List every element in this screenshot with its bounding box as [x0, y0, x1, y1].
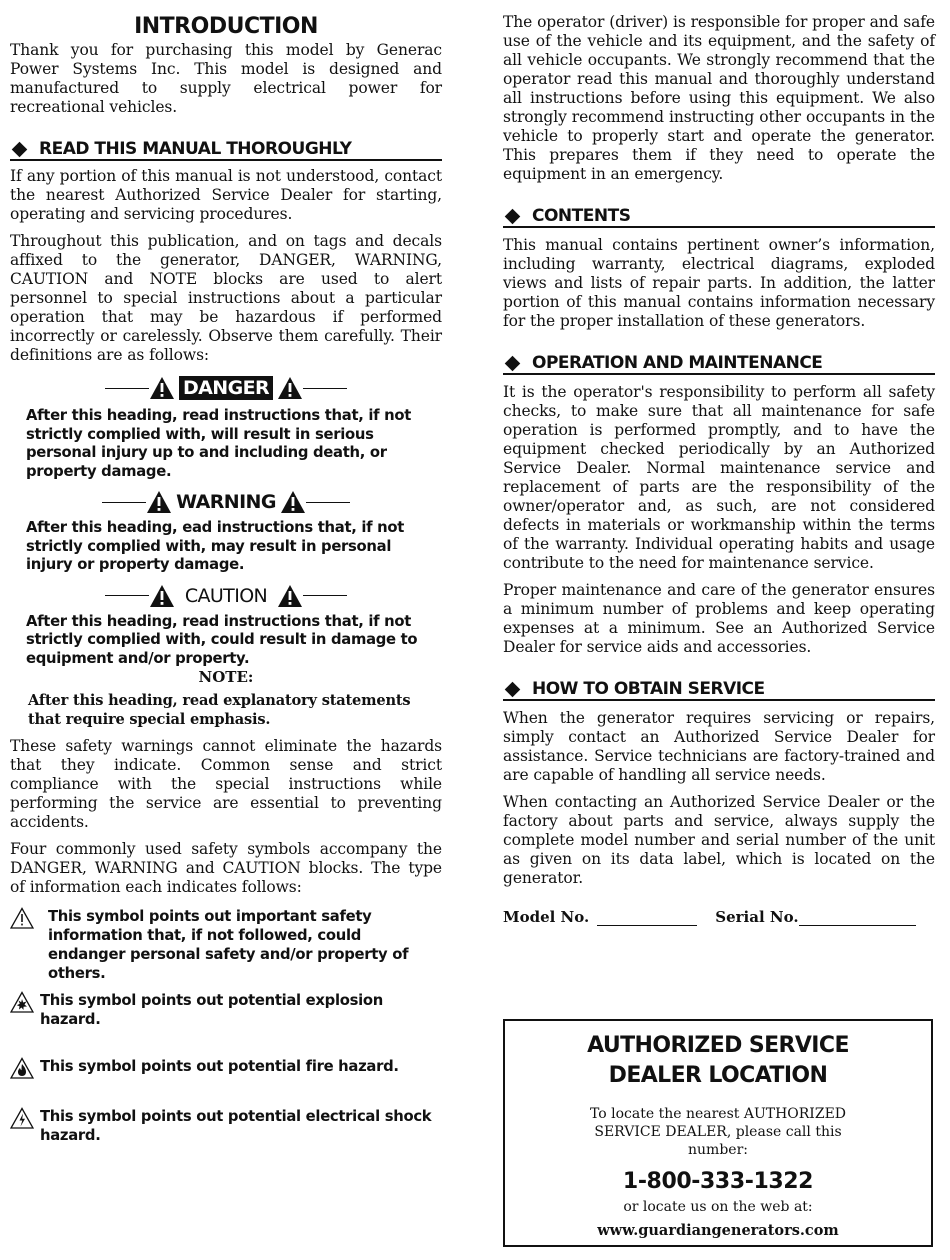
- contents-paragraph: This manual contains pertinent owner’s information, including warranty, electrical diagrams, exploded views and lists of repair parts. In addition, the latter portion of this manual contains information necessary for the proper installation of these generators.: [503, 236, 935, 330]
- caution-signal-header: [10, 581, 442, 611]
- intro-paragraph: Thank you for purchasing this model by Generac Power Systems Inc. This model is designed and manufactured to supply electrical power for recreational vehicles.: [10, 41, 442, 116]
- fire-hazard-icon: [10, 1057, 34, 1079]
- diamond-bullet-icon: [505, 208, 521, 224]
- page-title: INTRODUCTION: [134, 14, 318, 39]
- warning-triangle-icon: [149, 376, 175, 400]
- serial-number-label: Serial No.: [715, 908, 799, 926]
- model-number-field[interactable]: [597, 909, 697, 926]
- warning-description: After this heading, ead instructions that, if not strictly complied with, may result in personal injury or property damage.: [26, 519, 405, 573]
- warning-triangle-icon: [280, 490, 306, 514]
- warning-triangle-icon: [149, 584, 175, 608]
- dealer-website-link[interactable]: www.guardiangenerators.com: [597, 1222, 839, 1239]
- authorized-dealer-box: [503, 1019, 933, 1247]
- section-heading-operation-maintenance: OPERATION AND MAINTENANCE: [503, 353, 935, 375]
- warning-triangle-icon: [277, 376, 303, 400]
- danger-signal-header: [10, 373, 442, 403]
- warning-signal-header: [10, 487, 442, 517]
- symbol-item-explosion: This symbol points out potential explosion hazard.: [10, 991, 442, 1029]
- left-column: [10, 0, 442, 1145]
- operation-maintenance-paragraph-1: It is the operator's responsibility to perform all safety checks, to make sure that all maintenance for safe operation is performed promptly, and to have the equipment checked periodically by an Authorized Service Dealer. Normal maintenance service and replacement of parts are the responsibility of the owner/operator and, as such, are not considered defects in materials or workmanship within the terms of the warranty. Individual operating habits and usage contribute to the need for maintenance service.: [503, 383, 935, 572]
- section-heading-obtain-service: HOW TO OBTAIN SERVICE: [503, 679, 935, 701]
- danger-label: DANGER: [179, 376, 273, 400]
- symbol-item-fire: This symbol points out potential fire hazard.: [10, 1057, 442, 1079]
- alert-triangle-icon: [10, 907, 34, 929]
- dealer-box-title: AUTHORIZED SERVICE DEALER LOCATION: [587, 1033, 849, 1088]
- section-heading-contents: CONTENTS: [503, 206, 935, 228]
- dealer-box-web-text: or locate us on the web at:: [623, 1199, 813, 1215]
- diamond-bullet-icon: [505, 681, 521, 697]
- read-manual-paragraph-2: Throughout this publication, and on tags and decals affixed to the generator, DANGER, WARNING, CAUTION and NOTE blocks are used to alert personnel to special instructions about a particular operation that may be hazardous if performed incorrectly or carelessly. Observe them carefully. Their definitions are as follows:: [10, 232, 442, 364]
- warning-label: WARNING: [176, 491, 276, 513]
- model-serial-row: [503, 908, 935, 926]
- operator-paragraph: The operator (driver) is responsible for proper and safe use of the vehicle and its equipment, and the safety of all vehicle occupants. We strongly recommend that the operator read this manual and thoroughly understand all instructions before using this equipment. We also strongly recommend instructing other occupants in the vehicle to properly start and operate the generator. This prepares them if they need to operate the equipment in an emergency.: [503, 13, 935, 183]
- caution-description: After this heading, read instructions that, if not strictly complied with, could result in damage to equipment and/or property.: [26, 612, 418, 667]
- dealer-box-instructions: To locate the nearest AUTHORIZED SERVICE DEALER, please call this number:: [589, 1106, 847, 1158]
- operation-maintenance-paragraph-2: Proper maintenance and care of the generator ensures a minimum number of problems and keep operating expenses at a minimum. See an Authorized Service Dealer for service aids and accessories.: [503, 581, 935, 656]
- danger-description: After this heading, read instructions that, if not strictly complied with, will result in serious personal injury up to and including death, or property damage.: [26, 407, 412, 480]
- warning-triangle-icon: [146, 490, 172, 514]
- model-number-label: Model No.: [503, 908, 590, 926]
- safety-paragraph-2: Four commonly used safety symbols accompany the DANGER, WARNING and CAUTION blocks. The type of information each indicates follows:: [10, 840, 442, 896]
- service-paragraph-1: When the generator requires servicing or repairs, simply contact an Authorized Service Dealer for assistance. Service technicians are factory-trained and are capable of handling all service needs.: [503, 709, 935, 784]
- explosion-hazard-icon: [10, 991, 34, 1013]
- caution-label: CAUTION: [184, 584, 268, 607]
- safety-paragraph-1: These safety warnings cannot eliminate the hazards that they indicate. Common sense and strict compliance with the special instructions while performing the service are essential to preventing accidents.: [10, 737, 442, 831]
- note-description: After this heading, read explanatory statements that require special emphasis.: [28, 692, 411, 728]
- service-paragraph-2: When contacting an Authorized Service Dealer or the factory about parts and service, always supply the complete model number and serial number of the unit as given on its data label, which is located on the generator.: [503, 793, 935, 887]
- serial-number-field[interactable]: [799, 909, 916, 926]
- right-column: [503, 0, 935, 926]
- diamond-bullet-icon: [12, 141, 28, 157]
- symbol-item-general: This symbol points out important safety information that, if not followed, could endanger personal safety and/or property of others.: [10, 907, 442, 983]
- diamond-bullet-icon: [505, 355, 521, 371]
- warning-triangle-icon: [277, 584, 303, 608]
- symbol-item-electrical: This symbol points out potential electrical shock hazard.: [10, 1107, 442, 1145]
- note-label: NOTE:: [198, 668, 254, 686]
- dealer-phone-number[interactable]: 1-800-333-1322: [622, 1169, 814, 1194]
- read-manual-paragraph-1: If any portion of this manual is not understood, contact the nearest Authorized Service Dealer for starting, operating and servicing procedures.: [10, 167, 442, 223]
- electrical-shock-icon: [10, 1107, 34, 1129]
- section-heading-read-manual: READ THIS MANUAL THOROUGHLY: [10, 139, 442, 161]
